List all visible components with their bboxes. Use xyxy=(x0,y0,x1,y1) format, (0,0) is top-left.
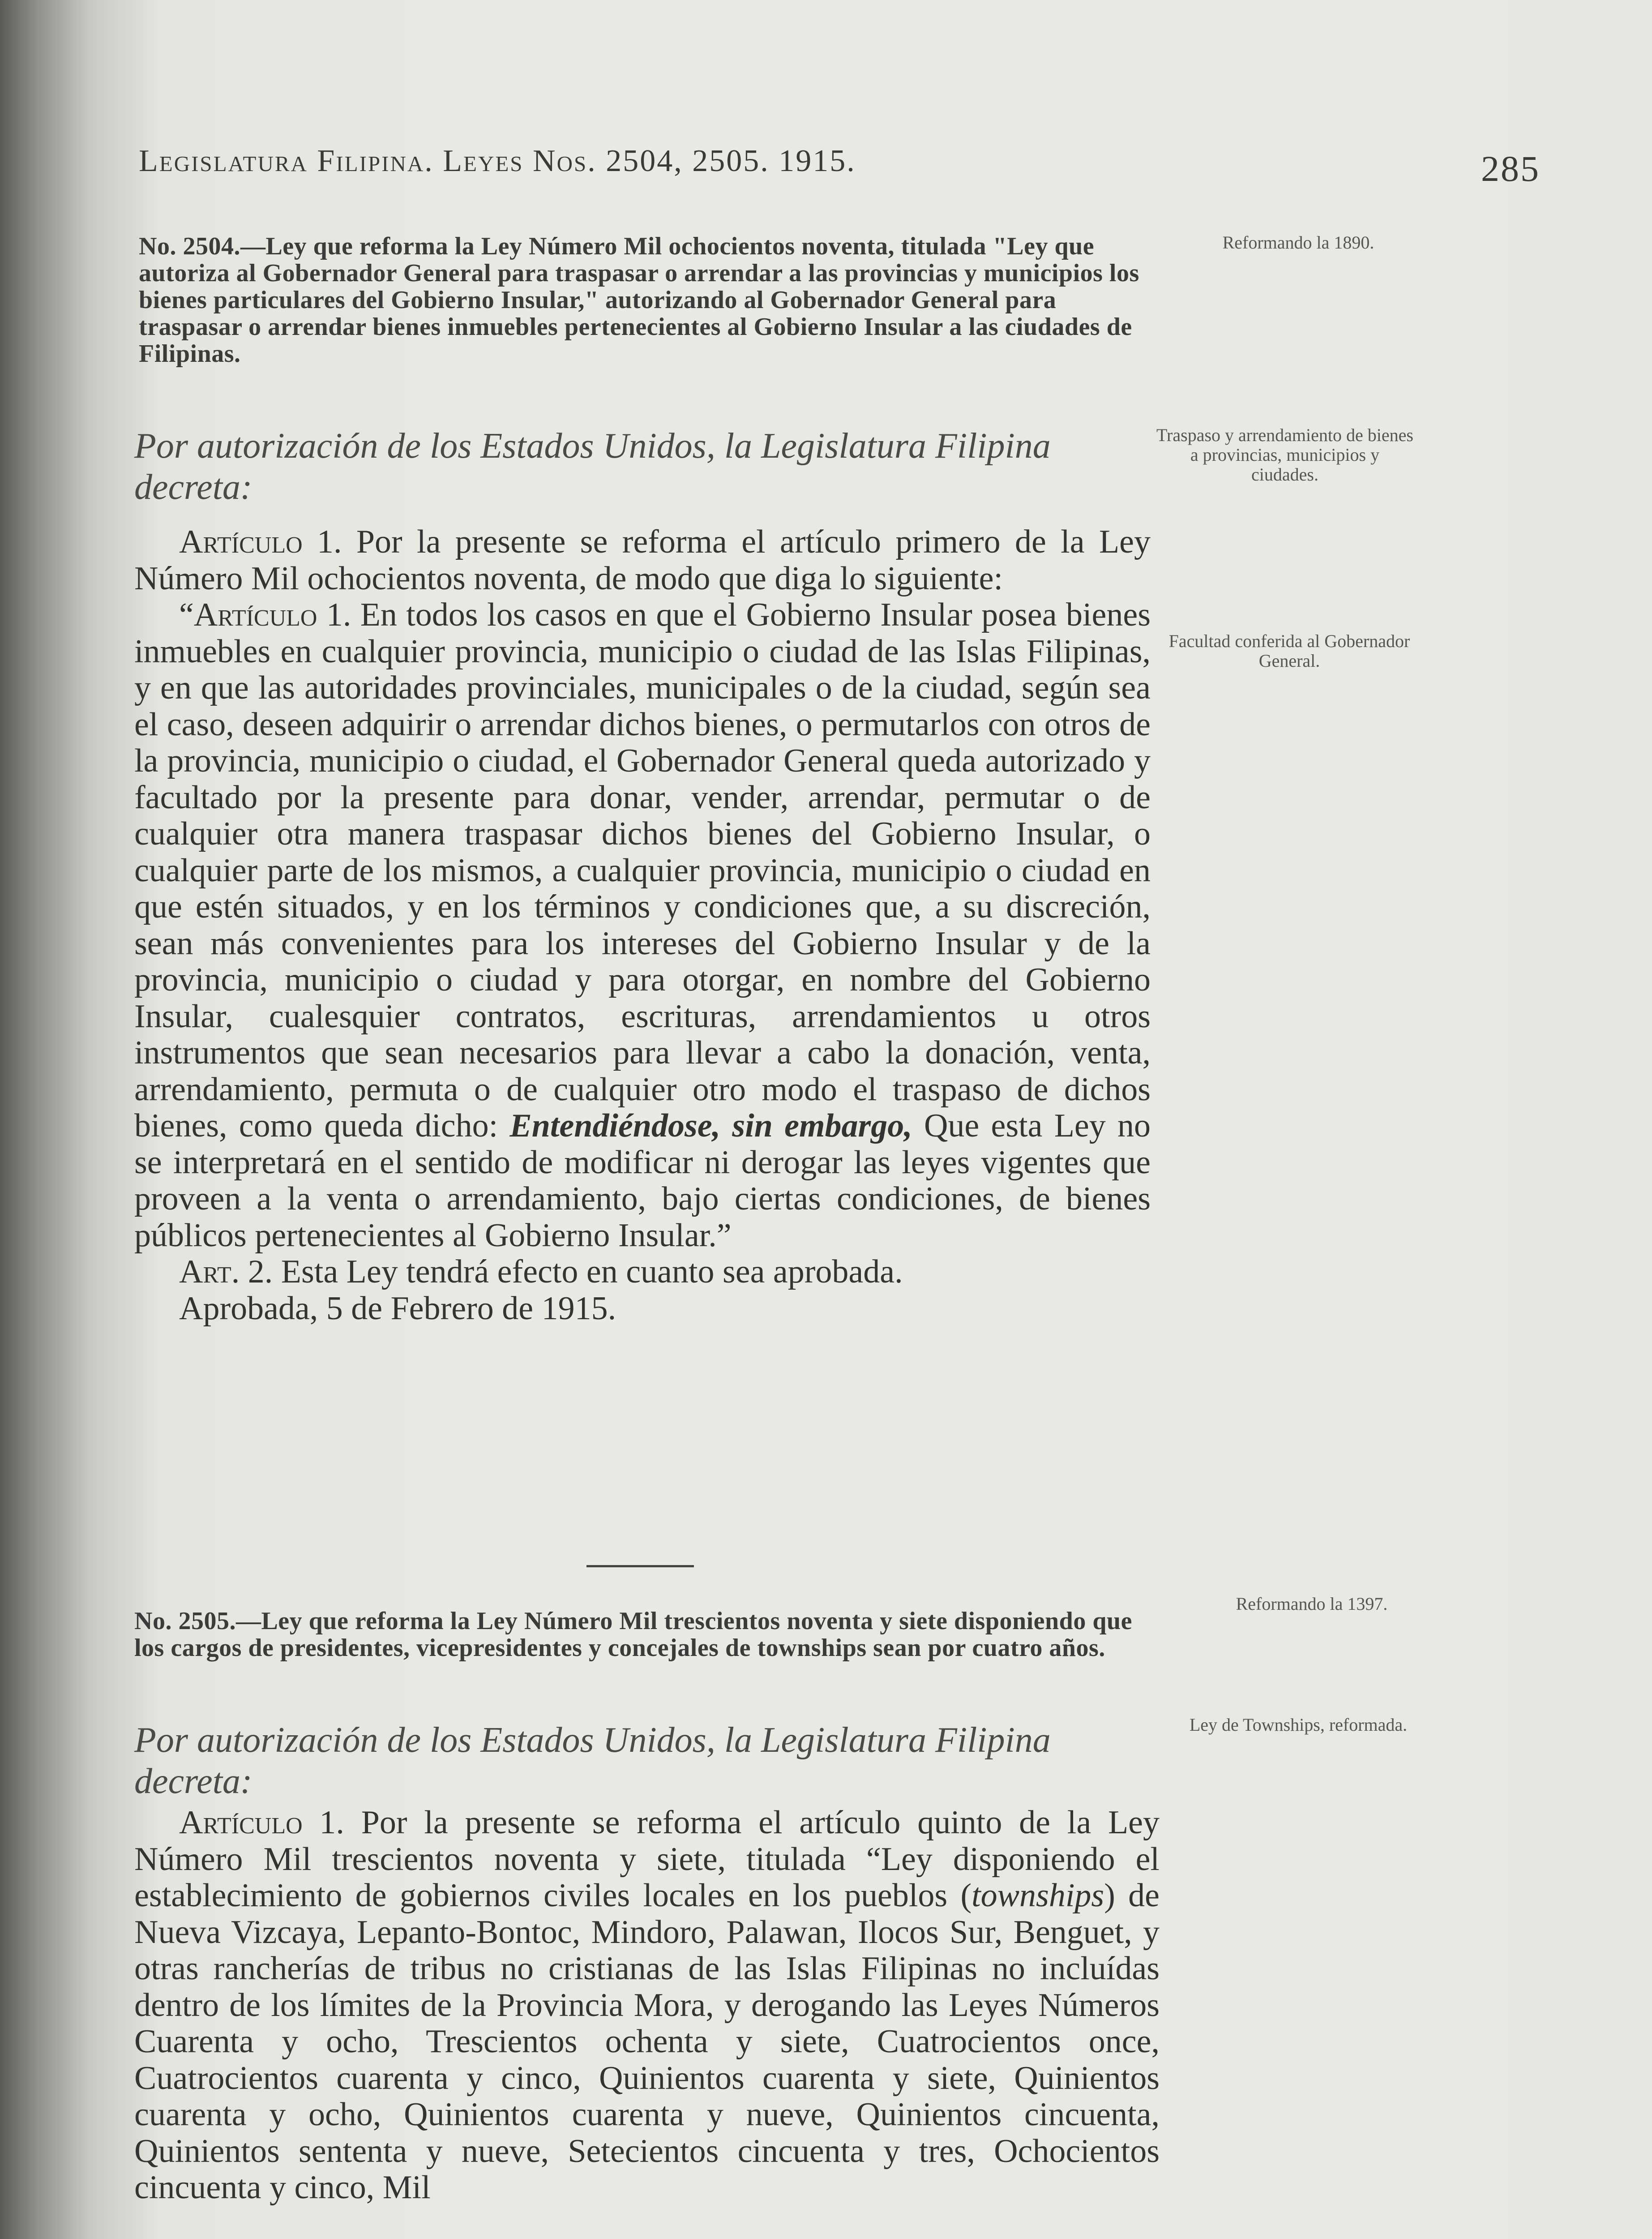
law-2505-article-1: Artículo 1. Por la presente se reforma el artículo quinto de la Ley Número Mil trescientos noventa y siete, titulada “Ley disponiendo el establecimiento de gobiernos civiles locales en los pueblos (townships) de Nueva Vizcaya, Lepanto-Bontoc, Mindoro, Palawan, Ilocos Sur, Benguet, y otras rancherías de tribus no cristianas de las Islas Filipinas no incluídas dentro de los límites de la Provincia Mora, y derogando las Leyes Números Cuarenta y ocho, Trescientos ochenta y siete, Cuatrocientos once, Cuatrocientos cuarenta y cinco, Quinientos cuarenta y siete, Quinientos cuarenta y ocho, Quinientos cuarenta y nueve, Quinientos cincuenta, Quinientos sententa y nueve, Setecientos cincuenta y tres, Ochocientos cincuenta y cinco, Mil xyxy=(134,1804,1160,2206)
margin-note-ley-townships: Ley de Townships, reformada. xyxy=(1189,1715,1408,1735)
law-2504-body xyxy=(134,524,1151,1327)
margin-note-traspaso: Traspaso y arrendamiento de bienes a provincias, municipios y ciudades. xyxy=(1156,425,1413,485)
law-2505-body xyxy=(134,1805,1160,2206)
law-2504-preamble: Por autorización de los Estados Unidos, la Legislatura Filipina decreta: xyxy=(134,426,1051,507)
law-2504-approved: Aprobada, 5 de Febrero de 1915. xyxy=(179,1290,616,1327)
margin-note-facultad: Facultad conferida al Gobernador General. xyxy=(1168,631,1410,671)
law-2504-summary: No. 2504.—Ley que reforma la Ley Número Mil ochocientos noventa, titulada "Ley que autoriza al Gobernador General para traspasar o arrendar a las provincias y municipios los bienes particulares del Gobierno Insular," autorizando al Gobernador General para traspasar o arrendar bienes inmuebles pertenecientes al Gobierno Insular a las ciudades de Filipinas. xyxy=(139,232,1139,368)
law-2504-number: No. 2504. xyxy=(139,232,240,260)
divider-rule xyxy=(586,1565,694,1567)
page-header xyxy=(139,143,1540,193)
margin-note-reformando-1890: Reformando la 1890. xyxy=(1222,232,1374,253)
margin-note-reformando-1397: Reformando la 1397. xyxy=(1236,1594,1388,1614)
law-2505-summary: No. 2505.—Ley que reforma la Ley Número Mil trescientos noventa y siete disponiendo que los cargos de presidentes, vicepresidentes y concejales de townships sean por cuatro años. xyxy=(134,1607,1132,1662)
law-2504-article-2: Art. 2. Esta Ley tendrá efecto en cuanto sea aprobada. xyxy=(179,1253,903,1290)
law-2505-preamble: Por autorización de los Estados Unidos, la Legislatura Filipina decreta: xyxy=(134,1720,1051,1801)
running-title: Legislatura Filipina. Leyes Nos. 2504, 2505. 1915. xyxy=(139,144,856,178)
law-2505-number: No. 2505. xyxy=(134,1607,236,1635)
law-2504-quoted-article: “Artículo 1. En todos los casos en que el Gobierno Insular posea bienes inmuebles en cualquier provincia, municipio o ciudad de las Islas Filipinas, y en que las autoridades provinciales, municipales o de la ciudad, según sea el caso, deseen adquirir o arrendar dichos bienes, o permutarlos con otros de la provincia, municipio o ciudad, el Gobernador General queda autorizado y facultado por la presente para donar, vender, arrendar, permutar o de cualquier otra manera traspasar dichos bienes del Gobierno Insular, o cualquier parte de los mismos, a cualquier provincia, municipio o ciudad en que estén situados, y en los términos y condiciones que, a su discreción, sean más convenientes para los intereses del Gobierno Insular y de la provincia, municipio o ciudad y para otorgar, en nombre del Gobierno Insular, cualesquier contratos, escrituras, arrendamientos u otros instrumentos que sean necesarios para llevar a cabo la donación, venta, arrendamiento, permuta o de cualquier otro modo el traspaso de dichos bienes, como queda dicho: Entendiéndose, sin embargo, Que esta Ley no se interpretará en el sentido de modificar ni derogar las leyes vigentes que proveen a la venta o arrendamiento, bajo ciertas condiciones, de bienes públicos pertenecientes al Gobierno Insular.” xyxy=(134,596,1151,1254)
law-2504-article-1: Artículo 1. Por la presente se reforma el artículo primero de la Ley Número Mil ochocientos noventa, de modo que diga lo siguiente: xyxy=(134,523,1151,597)
page-number: 285 xyxy=(1481,148,1540,189)
